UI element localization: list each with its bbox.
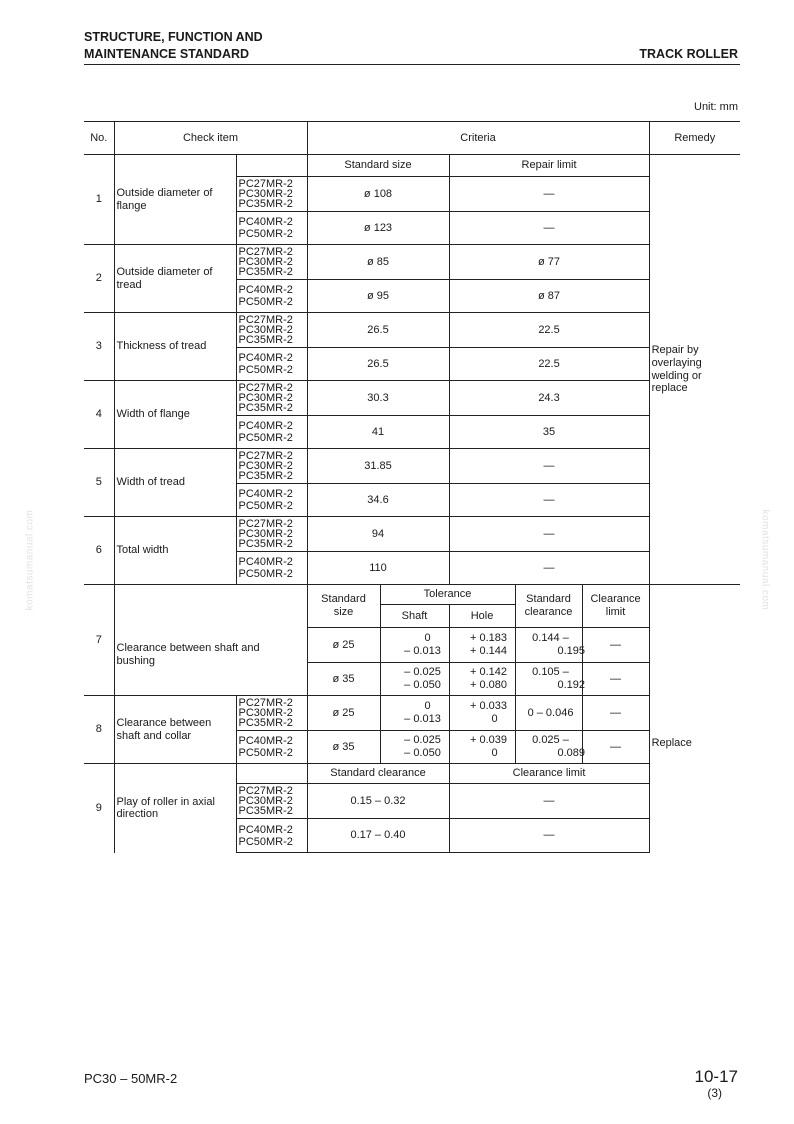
check-item: Clearance between shaft and collar bbox=[114, 696, 236, 764]
standard-clearance bbox=[515, 696, 582, 731]
model-name: PC27MR-2 bbox=[238, 382, 293, 394]
row-no: 6 bbox=[84, 517, 114, 585]
subheader-standard-clearance: Standard clearance bbox=[515, 585, 582, 628]
model-name: PC35MR-2 bbox=[238, 717, 293, 729]
header-title-line2: MAINTENANCE STANDARD bbox=[84, 47, 250, 61]
model-group-a bbox=[236, 449, 307, 484]
row-no: 3 bbox=[84, 313, 114, 381]
table-row bbox=[84, 245, 740, 280]
standard-value: ø 108 bbox=[307, 177, 449, 212]
standard-value: 30.3 bbox=[307, 381, 449, 416]
model-group-a bbox=[236, 381, 307, 416]
model-name: PC40MR-2 bbox=[238, 735, 293, 747]
standard-value: 34.6 bbox=[307, 484, 449, 517]
subheader-repair-limit: Repair limit bbox=[449, 155, 649, 177]
limit-value: — bbox=[449, 552, 649, 585]
limit-value: — bbox=[449, 212, 649, 245]
footer-model: PC30 – 50MR-2 bbox=[84, 1071, 178, 1086]
tolerance-upper: – 0.025 bbox=[404, 734, 441, 747]
row-no: 8 bbox=[84, 696, 114, 764]
model-name: PC30MR-2 bbox=[238, 707, 293, 719]
model-name: PC30MR-2 bbox=[238, 188, 293, 200]
model-name: PC40MR-2 bbox=[238, 284, 293, 296]
clearance-from: 0.025 – bbox=[532, 734, 569, 747]
model-group-b bbox=[236, 280, 307, 313]
limit-value: — bbox=[449, 517, 649, 552]
revision-number: (3) bbox=[707, 1086, 722, 1100]
clearance-limit: — bbox=[582, 663, 649, 696]
model-group-a bbox=[236, 245, 307, 280]
tolerance-lower: – 0.013 bbox=[404, 645, 441, 657]
hole-tolerance bbox=[449, 731, 515, 764]
model-name: PC40MR-2 bbox=[238, 488, 293, 500]
standard-value: 0.17 – 0.40 bbox=[307, 819, 449, 853]
standard-size: ø 25 bbox=[307, 628, 380, 663]
tolerance-lower: 0 bbox=[491, 713, 498, 725]
limit-value: — bbox=[449, 819, 649, 853]
model-name: PC50MR-2 bbox=[238, 432, 293, 444]
tolerance-upper: 0 bbox=[424, 700, 431, 713]
col-header-no: No. bbox=[84, 122, 114, 155]
limit-value: ø 77 bbox=[449, 245, 649, 280]
model-group-b bbox=[236, 552, 307, 585]
model-name: PC40MR-2 bbox=[238, 352, 293, 364]
remedy-replace: Replace bbox=[649, 585, 740, 853]
page-number: 10-17 bbox=[694, 1067, 738, 1086]
row-no: 2 bbox=[84, 245, 114, 313]
model-name: PC27MR-2 bbox=[238, 697, 293, 709]
hole-tolerance bbox=[449, 663, 515, 696]
standard-size: ø 35 bbox=[307, 663, 380, 696]
standard-value: 41 bbox=[307, 416, 449, 449]
standard-value: ø 123 bbox=[307, 212, 449, 245]
tolerance-lower: 0 bbox=[491, 747, 498, 759]
model-name: PC30MR-2 bbox=[238, 528, 293, 540]
limit-value: ø 87 bbox=[449, 280, 649, 313]
col-header-criteria: Criteria bbox=[307, 122, 649, 155]
standard-value: 94 bbox=[307, 517, 449, 552]
limit-value: 35 bbox=[449, 416, 649, 449]
tolerance-upper: + 0.183 bbox=[469, 632, 507, 645]
limit-value: — bbox=[449, 784, 649, 819]
clearance-to: 0.089 bbox=[557, 747, 586, 759]
check-item: Width of flange bbox=[114, 381, 236, 449]
tolerance-lower: + 0.144 bbox=[469, 645, 507, 657]
track-roller-standard-table bbox=[84, 121, 740, 853]
check-item: Clearance between shaft and bushing bbox=[114, 585, 307, 696]
standard-size: ø 25 bbox=[307, 696, 380, 731]
hole-tolerance bbox=[449, 628, 515, 663]
model-name: PC30MR-2 bbox=[238, 324, 293, 336]
remedy-repair: Repair by overlaying welding or replace bbox=[649, 155, 740, 585]
tolerance-upper: + 0.039 bbox=[469, 734, 507, 747]
row-no: 1 bbox=[84, 155, 114, 245]
tolerance-upper: – 0.025 bbox=[404, 666, 441, 679]
limit-value: — bbox=[449, 177, 649, 212]
row-no: 9 bbox=[84, 764, 114, 853]
model-name: PC35MR-2 bbox=[238, 266, 293, 278]
table-header-row bbox=[84, 122, 740, 155]
table-row bbox=[84, 517, 740, 552]
model-name: PC40MR-2 bbox=[238, 823, 293, 836]
model-name: PC30MR-2 bbox=[238, 460, 293, 472]
check-item: Outside diameter of flange bbox=[116, 186, 213, 212]
hole-tolerance bbox=[449, 696, 515, 731]
clearance-header-row bbox=[84, 585, 740, 605]
model-name: PC50MR-2 bbox=[238, 228, 293, 240]
section-title: TRACK ROLLER bbox=[639, 47, 738, 61]
tolerance-lower: – 0.050 bbox=[404, 747, 441, 759]
model-name: PC50MR-2 bbox=[238, 835, 293, 848]
limit-value: — bbox=[449, 484, 649, 517]
model-group-b bbox=[236, 819, 307, 853]
standard-clearance bbox=[515, 663, 586, 696]
model-group-a bbox=[236, 177, 307, 212]
document-header-title bbox=[84, 29, 263, 63]
tolerance-upper: + 0.142 bbox=[469, 666, 507, 679]
model-group-a bbox=[236, 313, 307, 348]
row-no: 7 bbox=[84, 585, 114, 696]
play-header-row bbox=[84, 764, 740, 784]
model-name: PC27MR-2 bbox=[238, 450, 293, 462]
model-group-b bbox=[236, 484, 307, 517]
standard-value: 26.5 bbox=[307, 313, 449, 348]
clearance-limit: — bbox=[582, 628, 649, 663]
subheader-standard-clearance: Standard clearance bbox=[307, 764, 449, 784]
clearance-to: 0.192 bbox=[557, 679, 586, 691]
table-row bbox=[84, 313, 740, 348]
table-row bbox=[84, 696, 740, 731]
subheader-shaft: Shaft bbox=[380, 605, 449, 628]
check-item: Total width bbox=[114, 517, 236, 585]
subheader-hole: Hole bbox=[449, 605, 515, 628]
model-group-a bbox=[236, 784, 307, 819]
standard-clearance bbox=[515, 731, 586, 764]
table-row bbox=[84, 449, 740, 484]
watermark-right: komatsumanual.com bbox=[759, 509, 771, 611]
check-item: Width of tread bbox=[114, 449, 236, 517]
col-header-check-item: Check item bbox=[114, 122, 307, 155]
standard-value: 31.85 bbox=[307, 449, 449, 484]
limit-value: 24.3 bbox=[449, 381, 649, 416]
model-name: PC27MR-2 bbox=[238, 178, 293, 190]
check-item: Outside diameter of tread bbox=[114, 245, 236, 313]
model-name: PC27MR-2 bbox=[238, 246, 293, 258]
model-name: PC35MR-2 bbox=[238, 470, 293, 482]
shaft-tolerance bbox=[380, 628, 449, 663]
clearance-limit: — bbox=[582, 696, 649, 731]
model-name: PC27MR-2 bbox=[238, 785, 293, 797]
clearance-from: 0 – 0.046 bbox=[527, 706, 574, 719]
header-title-line1: STRUCTURE, FUNCTION AND bbox=[84, 30, 263, 44]
model-name: PC50MR-2 bbox=[238, 500, 293, 512]
limit-value: 22.5 bbox=[449, 313, 649, 348]
standard-clearance bbox=[515, 628, 586, 663]
model-group-a bbox=[236, 517, 307, 552]
clearance-limit: — bbox=[582, 731, 649, 764]
model-name: PC40MR-2 bbox=[238, 556, 293, 568]
shaft-tolerance bbox=[380, 663, 449, 696]
subheader-standard-size: Standard size bbox=[307, 585, 380, 628]
check-item: Play of roller in axial direction bbox=[114, 764, 236, 853]
model-name: PC27MR-2 bbox=[238, 518, 293, 530]
unit-label: Unit: mm bbox=[694, 101, 738, 113]
subheader-standard-size: Standard size bbox=[307, 155, 449, 177]
col-header-remedy: Remedy bbox=[649, 122, 740, 155]
standard-value: 110 bbox=[307, 552, 449, 585]
standard-value: ø 95 bbox=[307, 280, 449, 313]
model-name: PC30MR-2 bbox=[238, 256, 293, 268]
model-name: PC35MR-2 bbox=[238, 198, 293, 210]
table-row bbox=[84, 381, 740, 416]
standard-value: 26.5 bbox=[307, 348, 449, 381]
model-name: PC40MR-2 bbox=[238, 216, 293, 228]
check-item: Thickness of tread bbox=[114, 313, 236, 381]
subheader-tolerance: Tolerance bbox=[380, 585, 515, 605]
row-no: 4 bbox=[84, 381, 114, 449]
model-name: PC30MR-2 bbox=[238, 795, 293, 807]
header-rule bbox=[84, 64, 740, 65]
row-no: 5 bbox=[84, 449, 114, 517]
model-name: PC50MR-2 bbox=[238, 568, 293, 580]
model-group-b bbox=[236, 731, 307, 764]
model-group-b bbox=[236, 348, 307, 381]
standard-value: 0.15 – 0.32 bbox=[307, 784, 449, 819]
model-group-b bbox=[236, 212, 307, 245]
model-name: PC40MR-2 bbox=[238, 420, 293, 432]
model-name: PC27MR-2 bbox=[238, 314, 293, 326]
tolerance-lower: – 0.050 bbox=[404, 679, 441, 691]
shaft-tolerance bbox=[380, 731, 449, 764]
clearance-from: 0.105 – bbox=[532, 666, 569, 679]
tolerance-lower: – 0.013 bbox=[404, 713, 441, 725]
shaft-tolerance bbox=[380, 696, 449, 731]
model-name: PC35MR-2 bbox=[238, 538, 293, 550]
standard-value: ø 85 bbox=[307, 245, 449, 280]
model-name: PC50MR-2 bbox=[238, 296, 293, 308]
limit-value: 22.5 bbox=[449, 348, 649, 381]
standard-size: ø 35 bbox=[307, 731, 380, 764]
watermark-left: komatsumanual.com bbox=[24, 509, 36, 611]
subheader-clearance-limit: Clearance limit bbox=[449, 764, 649, 784]
clearance-to: 0.195 bbox=[557, 645, 586, 657]
model-group-a bbox=[236, 696, 307, 731]
model-name: PC50MR-2 bbox=[238, 747, 293, 759]
clearance-from: 0.144 – bbox=[532, 632, 569, 645]
limit-value: — bbox=[449, 449, 649, 484]
model-group-b bbox=[236, 416, 307, 449]
model-name: PC35MR-2 bbox=[238, 805, 293, 817]
subheader-clearance-limit: Clearance limit bbox=[582, 585, 649, 628]
tolerance-upper: + 0.033 bbox=[469, 700, 507, 713]
model-name: PC50MR-2 bbox=[238, 364, 293, 376]
tolerance-lower: + 0.080 bbox=[469, 679, 507, 691]
model-name: PC35MR-2 bbox=[238, 334, 293, 346]
model-name: PC30MR-2 bbox=[238, 392, 293, 404]
subheader-row bbox=[84, 155, 740, 177]
model-name: PC35MR-2 bbox=[238, 402, 293, 414]
tolerance-upper: 0 bbox=[424, 632, 431, 645]
